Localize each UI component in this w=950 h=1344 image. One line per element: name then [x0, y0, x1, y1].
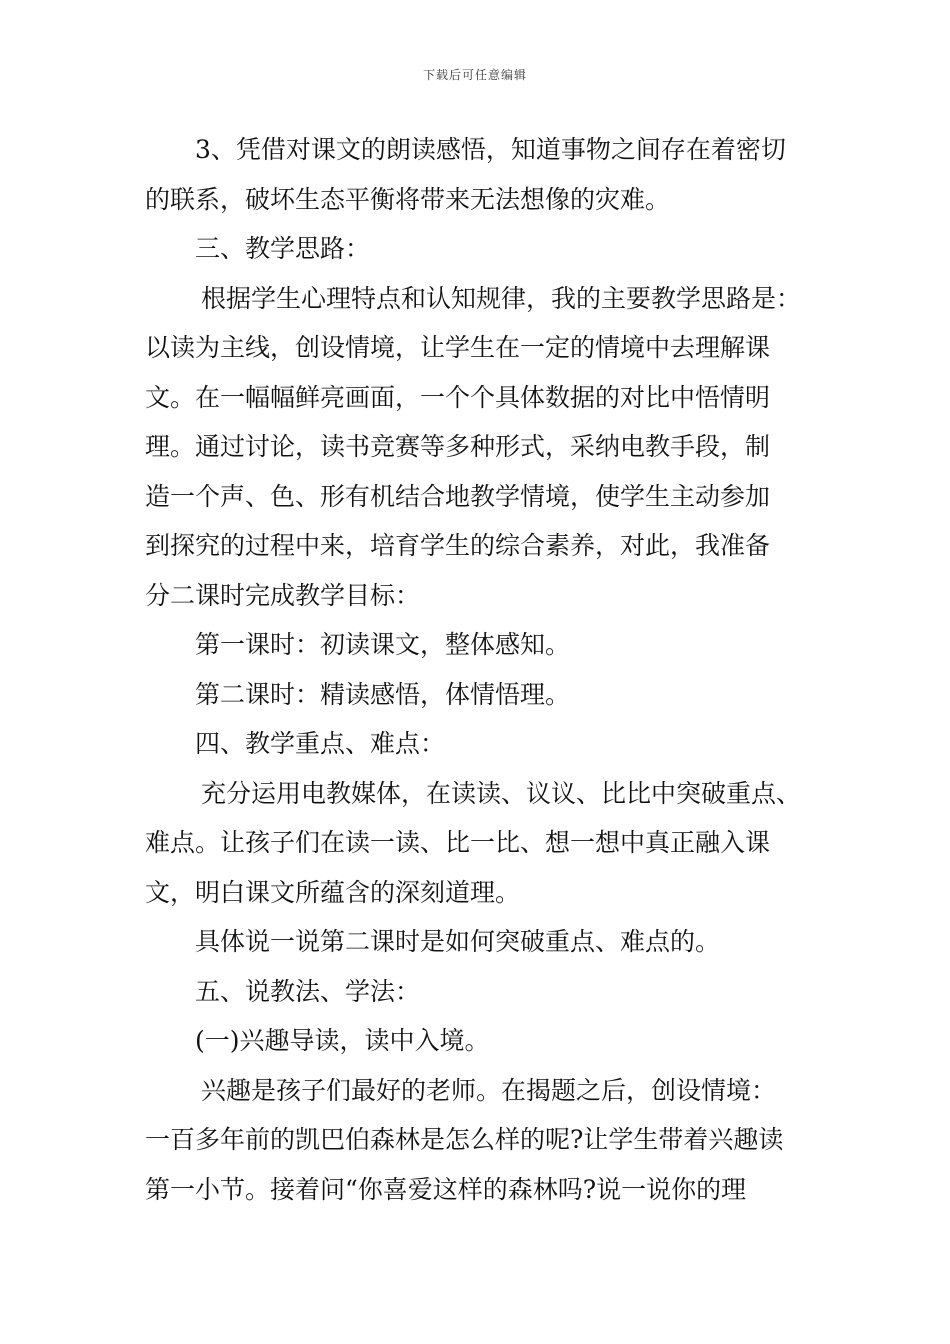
- paragraph-line: 具体说一说第二课时是如何突破重点、难点的。: [195, 927, 721, 956]
- paragraph-line: 理。通过讨论，读书竞赛等多种形式，采纳电教手段，制: [145, 432, 771, 461]
- paragraph-line: 造一个声、色、形有机结合地教学情境，使学生主动参加: [145, 481, 771, 511]
- section-heading: 四、教学重点、难点：: [195, 729, 446, 758]
- paragraph-line: 到探究的过程中来，培育学生的综合素养，对此，我准备: [145, 531, 771, 560]
- paragraph-line: 的联系，破坏生态平衡将带来无法想像的灾难。: [145, 184, 671, 214]
- paragraph-line: 分二课时完成教学目标：: [145, 580, 421, 610]
- paragraph-line: 一百多年前的凯巴伯森林是怎么样的呢?让学生带着兴趣读: [145, 1125, 784, 1154]
- paragraph-line: 第二课时：精读感悟，体情悟理。: [195, 679, 571, 709]
- document-body: [145, 125, 810, 1214]
- subsection-heading: (一)兴趣导读，读中入境。: [195, 1026, 490, 1055]
- paragraph-line: 文，明白课文所蕴含的深刻道理。: [145, 877, 521, 907]
- paragraph-line: 根据学生心理特点和认知规律，我的主要教学思路是：: [201, 283, 802, 313]
- section-heading: 五、说教法、学法：: [195, 976, 421, 1006]
- paragraph-line: 兴趣是孩子们最好的老师。在揭题之后，创设情境：: [201, 1075, 777, 1105]
- paragraph-line: 文。在一幅幅鲜亮画面，一个个具体数据的对比中悟情明: [145, 382, 771, 412]
- paragraph-line: 第一课时：初读课文，整体感知。: [195, 630, 571, 659]
- paragraph-line: 3、凭借对课文的朗读感悟，知道事物之间存在着密切: [195, 135, 786, 164]
- paragraph-line: 第一小节。接着问“你喜爱这样的森林吗?说一说你的理: [145, 1174, 747, 1204]
- paragraph-line: 充分运用电教媒体，在读读、议议、比比中突破重点、: [201, 778, 802, 808]
- section-heading: 三、教学思路：: [195, 234, 371, 263]
- paragraph-line: 难点。让孩子们在读一读、比一比、想一想中真正融入课: [145, 828, 771, 857]
- page-header-note: 下载后可任意编辑: [422, 68, 527, 82]
- paragraph-line: 以读为主线，创设情境，让学生在一定的情境中去理解课: [145, 333, 771, 362]
